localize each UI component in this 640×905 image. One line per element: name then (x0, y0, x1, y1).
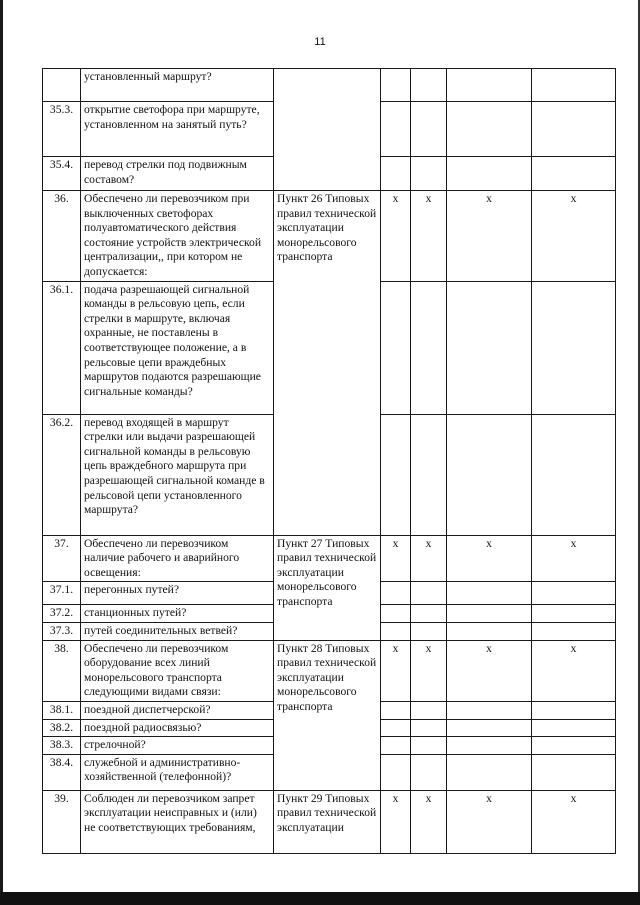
item-number: 36. (43, 191, 81, 282)
item-number: 37. (43, 535, 81, 582)
mark-cell (411, 754, 447, 790)
mark-cell: x (411, 191, 447, 282)
mark-cell: x (381, 535, 411, 582)
scan-bottom-edge (0, 892, 640, 905)
mark-cell (447, 157, 532, 191)
item-number: 37.2. (43, 605, 81, 623)
mark-cell (532, 719, 616, 737)
item-number: 35.3. (43, 102, 81, 157)
mark-cell (381, 281, 411, 414)
mark-cell (411, 701, 447, 719)
mark-cell: x (532, 535, 616, 582)
question-text: поездной диспетчерской? (81, 701, 274, 719)
mark-cell: x (532, 640, 616, 701)
mark-cell (381, 737, 411, 755)
mark-cell (411, 281, 447, 414)
mark-cell: x (411, 790, 447, 853)
mark-cell (532, 582, 616, 605)
item-number: 38. (43, 640, 81, 701)
mark-cell: x (411, 640, 447, 701)
mark-cell (447, 719, 532, 737)
mark-cell: x (381, 640, 411, 701)
requirement-reference (274, 69, 381, 191)
mark-cell (447, 69, 532, 102)
question-text: перегонных путей? (81, 582, 274, 605)
item-number: 38.3. (43, 737, 81, 755)
question-text: перевод входящей в маршрут стрелки или выдачи разрешающей сигнальной команды в рельсовую цепь враждебного маршрута при разрешающей сигнальной команде в рельсовой цепи установленного маршрута? (81, 414, 274, 535)
mark-cell (381, 414, 411, 535)
mark-cell (532, 737, 616, 755)
mark-cell (381, 701, 411, 719)
requirement-reference: Пункт 29 Типовых правил технической эксплуатации (274, 790, 381, 853)
mark-cell (532, 754, 616, 790)
item-number: 38.2. (43, 719, 81, 737)
item-number: 35.4. (43, 157, 81, 191)
mark-cell (532, 102, 616, 157)
requirement-reference: Пункт 27 Типовых правил технической эксплуатации монорельсового транспорта (274, 535, 381, 640)
mark-cell (447, 701, 532, 719)
item-number: 37.3. (43, 622, 81, 640)
mark-cell (411, 622, 447, 640)
mark-cell (411, 69, 447, 102)
mark-cell (381, 69, 411, 102)
mark-cell (447, 737, 532, 755)
question-text: служебной и административно-хозяйственной (телефонной)? (81, 754, 274, 790)
table-row (43, 790, 616, 853)
mark-cell: x (381, 191, 411, 282)
mark-cell (381, 582, 411, 605)
mark-cell (447, 754, 532, 790)
question-text: перевод стрелки под подвижным составом? (81, 157, 274, 191)
mark-cell (532, 281, 616, 414)
mark-cell (532, 414, 616, 535)
mark-cell (447, 582, 532, 605)
mark-cell: x (411, 535, 447, 582)
mark-cell: x (532, 790, 616, 853)
mark-cell (532, 701, 616, 719)
mark-cell (447, 281, 532, 414)
mark-cell: x (532, 191, 616, 282)
mark-cell (381, 157, 411, 191)
checklist-table (42, 68, 616, 854)
question-text: подача разрешающей сигнальной команды в рельсовую цепь, если стрелки в маршруте, включая охранные, не поставлены в соответствующее положение, а в рельсовые цепи враждебных маршрутов подаются разрешающие сигнальные команды? (81, 281, 274, 414)
mark-cell (447, 102, 532, 157)
mark-cell (381, 102, 411, 157)
mark-cell (532, 605, 616, 623)
mark-cell: x (447, 640, 532, 701)
mark-cell (411, 737, 447, 755)
mark-cell (532, 69, 616, 102)
mark-cell (447, 622, 532, 640)
item-number (43, 69, 81, 102)
question-text: Обеспечено ли перевозчиком наличие рабочего и аварийного освещения: (81, 535, 274, 582)
item-number: 38.4. (43, 754, 81, 790)
table-row (43, 69, 616, 102)
mark-cell (411, 605, 447, 623)
mark-cell (411, 582, 447, 605)
mark-cell: x (381, 790, 411, 853)
scan-left-edge (0, 0, 3, 905)
mark-cell (411, 102, 447, 157)
question-text: Обеспечено ли перевозчиком при выключенных светофорах полуавтоматического действия состояние устройств электрической централизации,, при котором не допускается: (81, 191, 274, 282)
question-text: открытие светофора при маршруте, установленном на занятый путь? (81, 102, 274, 157)
mark-cell (411, 414, 447, 535)
mark-cell (381, 719, 411, 737)
item-number: 39. (43, 790, 81, 853)
mark-cell (532, 157, 616, 191)
mark-cell (411, 719, 447, 737)
question-text: установленный маршрут? (81, 69, 274, 102)
question-text: путей соединительных ветвей? (81, 622, 274, 640)
mark-cell (381, 605, 411, 623)
mark-cell (447, 605, 532, 623)
mark-cell (447, 414, 532, 535)
mark-cell (532, 622, 616, 640)
mark-cell (381, 622, 411, 640)
mark-cell (381, 754, 411, 790)
item-number: 37.1. (43, 582, 81, 605)
mark-cell: x (447, 535, 532, 582)
item-number: 38.1. (43, 701, 81, 719)
question-text: Обеспечено ли перевозчиком оборудование всех линий монорельсового транспорта следующими видами связи: (81, 640, 274, 701)
question-text: станционных путей? (81, 605, 274, 623)
requirement-reference: Пункт 26 Типовых правил технической эксплуатации монорельсового транспорта (274, 191, 381, 536)
requirement-reference: Пункт 28 Типовых правил технической эксплуатации монорельсового транспорта (274, 640, 381, 790)
mark-cell (411, 157, 447, 191)
question-text: стрелочной? (81, 737, 274, 755)
table-row (43, 640, 616, 701)
mark-cell: x (447, 790, 532, 853)
question-text: Соблюден ли перевозчиком запрет эксплуатации неисправных и (или) не соответствующих требованиям, (81, 790, 274, 853)
table-row (43, 191, 616, 282)
item-number: 36.2. (43, 414, 81, 535)
page-number: 11 (314, 36, 326, 48)
item-number: 36.1. (43, 281, 81, 414)
table-row (43, 535, 616, 582)
mark-cell: x (447, 191, 532, 282)
question-text: поездной радиосвязью? (81, 719, 274, 737)
